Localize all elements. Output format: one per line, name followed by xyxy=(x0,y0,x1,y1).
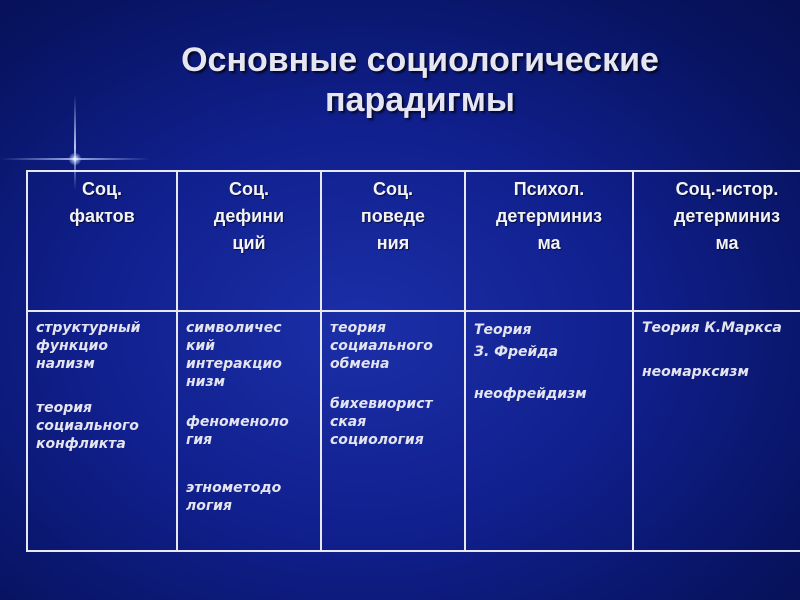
header-row xyxy=(27,171,800,311)
light-flare-center xyxy=(69,153,81,165)
list-item: неофрейдизм xyxy=(474,386,587,402)
header-label: Соц. фактов xyxy=(69,179,135,226)
list-item: теория социального обмена xyxy=(330,320,433,372)
title-line-1: Основные социологические xyxy=(181,41,659,79)
list-item: этнометодо логия xyxy=(186,480,282,514)
header-label: Соц. поведе ния xyxy=(360,179,426,253)
header-cell-sociohistorical-determinism xyxy=(633,171,800,311)
list-item: символичес кий интеракцио низм xyxy=(186,320,282,390)
list-item: неомарксизм xyxy=(642,364,749,380)
content-row xyxy=(27,311,800,551)
content-cell-sociohistorical-determinism xyxy=(633,311,800,551)
list-item: Теория К.Маркса xyxy=(642,320,782,336)
content-cell-social-behavior xyxy=(321,311,465,551)
content-cell-psych-determinism xyxy=(465,311,633,551)
title-line-2: парадигмы xyxy=(325,81,515,119)
slide-title xyxy=(100,40,740,120)
header-label: Соц.-истор. детерминиз ма xyxy=(673,179,781,253)
list-item: Теория З. Фрейда xyxy=(474,322,559,360)
header-cell-social-behavior xyxy=(321,171,465,311)
header-cell-social-facts xyxy=(27,171,177,311)
header-label: Соц. дефини ций xyxy=(213,179,285,253)
paradigms-table xyxy=(26,170,800,552)
list-item: структурный функцио нализм xyxy=(36,320,141,372)
content-cell-social-facts xyxy=(27,311,177,551)
header-cell-psych-determinism xyxy=(465,171,633,311)
header-label: Психол. детерминиз ма xyxy=(495,179,603,253)
content-cell-social-definitions xyxy=(177,311,321,551)
list-item: феноменоло гия xyxy=(186,414,289,448)
list-item: теория социального конфликта xyxy=(36,400,139,452)
header-cell-social-definitions xyxy=(177,171,321,311)
list-item: бихевиорист ская социология xyxy=(330,396,433,448)
